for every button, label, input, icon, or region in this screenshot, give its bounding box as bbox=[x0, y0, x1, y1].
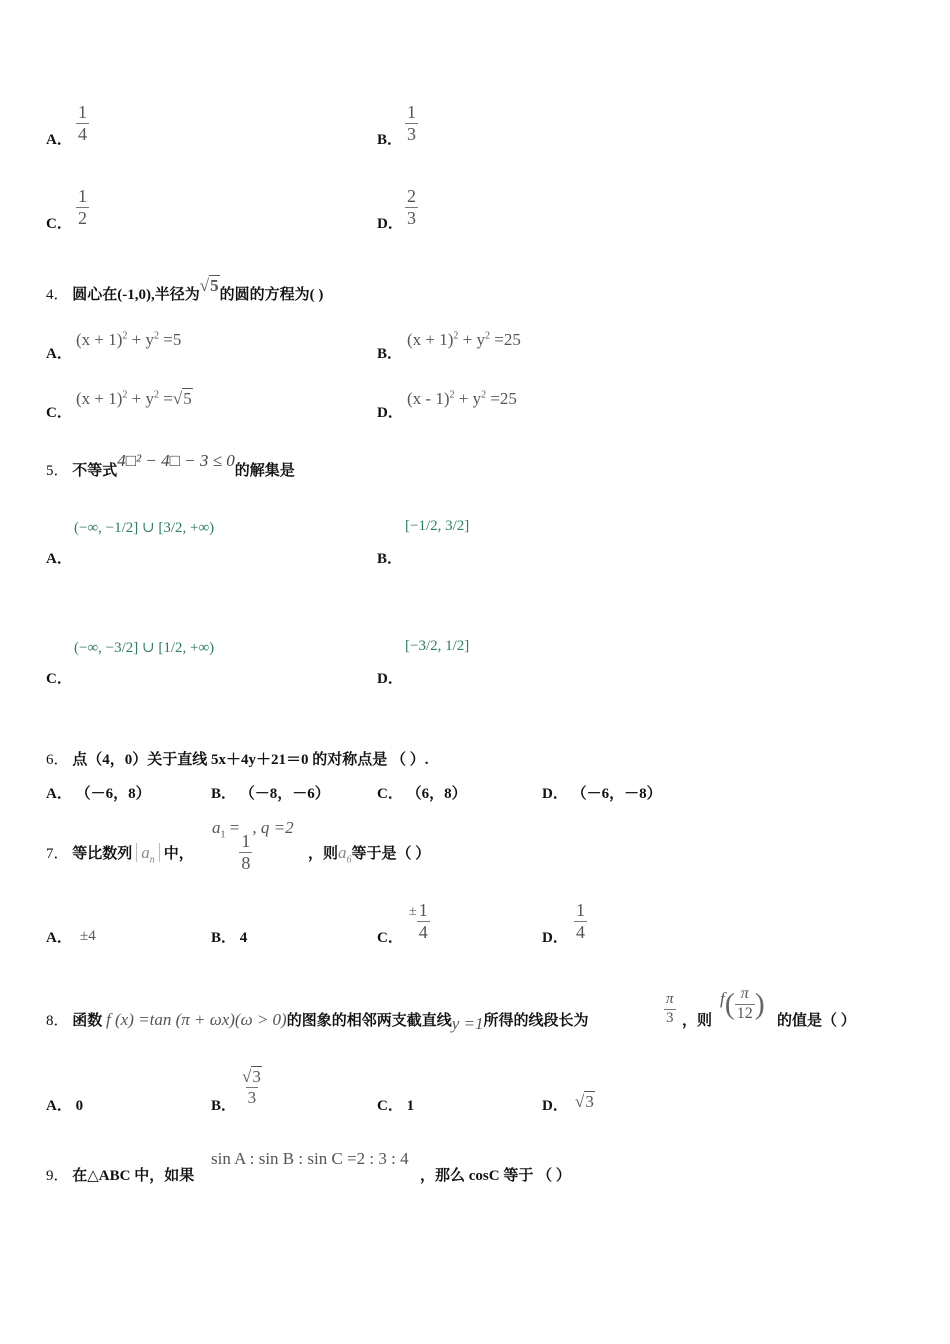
q7-b-label: B． bbox=[211, 930, 237, 946]
q8-line: y =1 bbox=[451, 1014, 484, 1033]
q5-option-b-label: B． bbox=[377, 551, 403, 567]
q5-option-a-expr: (−∞, −1/2] ∪ [3/2, +∞) bbox=[74, 520, 215, 536]
q3-b-den: 3 bbox=[407, 123, 416, 144]
q4-option-c-expr bbox=[76, 389, 193, 409]
q4-b-rhs: =25 bbox=[490, 330, 521, 349]
q7-stem-part2 bbox=[308, 842, 430, 865]
q7-text1: 等比数列 bbox=[72, 846, 133, 862]
q4-b-mid: + y bbox=[458, 330, 486, 349]
q3-d-num: 2 bbox=[407, 186, 416, 206]
q3-option-b-fraction bbox=[405, 103, 418, 144]
q5-option-b-expr: [−1/2, 3/2] bbox=[405, 518, 470, 534]
q6-d-text: （－6，－8） bbox=[571, 786, 662, 802]
q9-ratio: sin A : sin B : sin C =2 : 3 : 4 bbox=[211, 1149, 409, 1168]
q5-option-d-label: D． bbox=[377, 671, 403, 687]
q8-text4: ，则 bbox=[682, 1013, 713, 1029]
q4-option-b-expr bbox=[407, 330, 521, 350]
q8-option-b-label: B． bbox=[211, 1098, 237, 1114]
q5-inequality: 4□² − 4□ − 3 ≤ 0 bbox=[117, 451, 235, 470]
q3-a-den: 4 bbox=[78, 123, 87, 144]
q4-option-d-expr bbox=[407, 389, 517, 409]
q6-c-label: C． bbox=[377, 786, 403, 802]
q8-option-b-fraction bbox=[240, 1068, 264, 1107]
q6-a-label: A． bbox=[46, 786, 72, 802]
q9-number: 9． bbox=[46, 1168, 69, 1184]
q3-option-b-label: B． bbox=[377, 132, 403, 148]
q8-a-text: 0 bbox=[75, 1098, 84, 1114]
q7-option-c-label: C． bbox=[377, 930, 403, 946]
q8-option-d-expr bbox=[575, 1092, 595, 1112]
q4-a-lhs: (x + 1) bbox=[76, 330, 123, 349]
q7-d-den: 4 bbox=[576, 921, 585, 942]
q4-c-sq2: 2 bbox=[154, 389, 160, 401]
q6-d-label: D． bbox=[542, 786, 568, 802]
q7-b-text: 4 bbox=[239, 930, 248, 946]
q8-stem-part1 bbox=[46, 1009, 589, 1033]
q4-c-mid: + y bbox=[127, 389, 155, 408]
q4-sqrt: √5 bbox=[199, 276, 219, 295]
q6-number: 6． bbox=[46, 752, 69, 768]
q8-length-fraction bbox=[664, 992, 676, 1027]
q7-text3: ，则 bbox=[308, 846, 339, 862]
q7-option-a-label: A． bbox=[46, 930, 72, 946]
q3-b-num: 1 bbox=[407, 102, 416, 122]
q4-text-after: 的圆的方程为( ) bbox=[219, 287, 324, 303]
q8-text1: 函数 bbox=[72, 1013, 103, 1029]
q7-a1-sub: 1 bbox=[220, 829, 226, 841]
q5-option-a-label: A． bbox=[46, 551, 72, 567]
q4-a-sq1: 2 bbox=[122, 330, 128, 342]
q7-a6-sub: 6 bbox=[346, 854, 352, 866]
q8-function: f (x) =tan (π + ωx)(ω > 0) bbox=[106, 1010, 287, 1029]
q8-f-arg: f( $\frac{\pi}{12}$ ) bbox=[720, 985, 765, 1022]
q3-option-a-label: A． bbox=[46, 132, 72, 148]
q8-b-rad: 3 bbox=[252, 1067, 261, 1086]
q8-len-den: 3 bbox=[666, 1009, 674, 1026]
q8-number: 8． bbox=[46, 1013, 69, 1029]
q4-c-lhs: (x + 1) bbox=[76, 389, 123, 408]
q6-option-a bbox=[46, 782, 151, 803]
q7-eq: = bbox=[225, 818, 240, 837]
q4-c-rhs: = bbox=[159, 389, 173, 408]
q4-d-sq2: 2 bbox=[481, 389, 487, 401]
q7-frac-num: 1 bbox=[241, 831, 251, 851]
q8-text5: 的值是（ ） bbox=[777, 1013, 856, 1029]
q7-option-b bbox=[211, 926, 247, 947]
q7-c-den: 4 bbox=[418, 921, 428, 942]
q9-text1: 在△ABC 中，如果 bbox=[72, 1168, 195, 1184]
q4-text-before: 圆心在(-1,0),半径为 bbox=[72, 287, 200, 303]
q7-a6 bbox=[338, 843, 352, 866]
q4-c-sq1: 2 bbox=[122, 389, 128, 401]
q8-c-text: 1 bbox=[406, 1098, 415, 1114]
q4-b-sq2: 2 bbox=[485, 330, 491, 342]
q3-option-d-label: D． bbox=[377, 216, 403, 232]
q3-c-den: 2 bbox=[78, 207, 87, 228]
q9-text2: ，那么 cosC 等于 （ ） bbox=[420, 1168, 571, 1184]
q7-c-pm: ± bbox=[409, 904, 417, 920]
q5-option-d-expr: [−3/2, 1/2] bbox=[405, 638, 470, 654]
q5-option-c-label: C． bbox=[46, 671, 72, 687]
q6-b-label: B． bbox=[211, 786, 237, 802]
q8-f: f bbox=[720, 989, 725, 1009]
q4-option-c-label: C． bbox=[46, 405, 72, 421]
q4-d-rhs: =25 bbox=[486, 389, 517, 408]
q4-a-mid: + y bbox=[127, 330, 155, 349]
q6-stem bbox=[46, 748, 429, 769]
q6-b-text: （－8，－6） bbox=[239, 786, 330, 802]
q7-seq-sub: n bbox=[149, 854, 155, 866]
q7-option-a-text: ±4 bbox=[80, 928, 96, 944]
q7-a1: a bbox=[212, 818, 221, 837]
q6-option-b bbox=[211, 782, 330, 803]
q8-len-num: π bbox=[666, 991, 674, 1007]
q6-option-d bbox=[542, 782, 662, 803]
q3-d-den: 3 bbox=[407, 207, 416, 228]
q3-c-num: 1 bbox=[78, 186, 87, 206]
q3-option-c-label: C． bbox=[46, 216, 72, 232]
q8-option-c bbox=[377, 1094, 414, 1115]
q5-text-before: 不等式 bbox=[72, 463, 118, 479]
q7-a6-a: a bbox=[338, 843, 347, 862]
q5-option-c-expr: (−∞, −3/2] ∪ [1/2, +∞) bbox=[74, 640, 215, 656]
q8-option-a bbox=[46, 1094, 83, 1115]
q5-text-after: 的解集是 bbox=[234, 463, 295, 479]
q7-number: 7． bbox=[46, 846, 69, 862]
q7-sequence bbox=[136, 843, 160, 866]
q4-number: 4． bbox=[46, 287, 69, 303]
q7-text4: 等于是（ ） bbox=[351, 846, 431, 862]
q5-number: 5． bbox=[46, 463, 69, 479]
q8-arg-num: π bbox=[740, 985, 749, 1002]
q7-frac-den: 8 bbox=[241, 852, 251, 873]
q7-text2: 中， bbox=[163, 846, 194, 862]
q7-seq-a: a bbox=[141, 843, 150, 862]
q7-d-num: 1 bbox=[576, 900, 585, 920]
q4-d-mid: + y bbox=[454, 389, 482, 408]
q4-option-d-label: D． bbox=[377, 405, 403, 421]
q6-text: 点（4，0）关于直线 5x＋4y＋21＝0 的对称点是 （ ）. bbox=[72, 752, 429, 768]
q4-c-sqrt: √5 bbox=[172, 389, 192, 408]
q8-c-label: C． bbox=[377, 1098, 403, 1114]
q3-option-d-fraction bbox=[405, 187, 418, 228]
q4-stem bbox=[46, 276, 324, 304]
q8-b-sqrt: √3 bbox=[242, 1067, 261, 1086]
q8-b-den: 3 bbox=[247, 1087, 257, 1107]
q3-a-num: 1 bbox=[78, 102, 87, 122]
q6-a-text: （－6，8） bbox=[75, 786, 151, 802]
q7-q: , q =2 bbox=[252, 818, 294, 837]
q4-a-rhs: =5 bbox=[159, 330, 182, 349]
q3-option-a-fraction bbox=[76, 103, 89, 144]
q8-option-d-label: D． bbox=[542, 1098, 568, 1114]
q4-c-rad: 5 bbox=[183, 389, 192, 408]
q7-stem-part1 bbox=[46, 842, 194, 865]
q4-a-sq2: 2 bbox=[154, 330, 160, 342]
q4-b-sq1: 2 bbox=[453, 330, 459, 342]
q4-option-a-expr bbox=[76, 330, 181, 350]
q8-arg-den: 12 bbox=[736, 1004, 753, 1022]
q4-d-lhs: (x - 1) bbox=[407, 389, 450, 408]
q4-d-sq1: 2 bbox=[449, 389, 455, 401]
q8-text2: 的图象的相邻两支截直线 bbox=[286, 1013, 452, 1029]
q6-c-text: （6，8） bbox=[406, 786, 467, 802]
q7-option-c-expr bbox=[409, 901, 430, 942]
q4-radicand: 5 bbox=[210, 276, 219, 295]
q7-option-d-label: D． bbox=[542, 930, 568, 946]
q8-a-label: A． bbox=[46, 1098, 72, 1114]
q8-text3: 所得的线段长为 bbox=[483, 1013, 589, 1029]
q7-c-num: 1 bbox=[418, 900, 428, 920]
q3-option-c-fraction bbox=[76, 187, 89, 228]
q8-d-rad: 3 bbox=[585, 1092, 594, 1111]
q6-option-c bbox=[377, 782, 467, 803]
q5-stem bbox=[46, 451, 295, 480]
q4-b-lhs: (x + 1) bbox=[407, 330, 454, 349]
q8-d-sqrt: √3 bbox=[575, 1092, 594, 1111]
q4-option-b-label: B． bbox=[377, 346, 403, 362]
q7-option-d-fraction bbox=[574, 901, 587, 942]
q7-condition bbox=[212, 818, 294, 873]
q9-stem-part1 bbox=[46, 1164, 194, 1185]
q4-option-a-label: A． bbox=[46, 346, 72, 362]
